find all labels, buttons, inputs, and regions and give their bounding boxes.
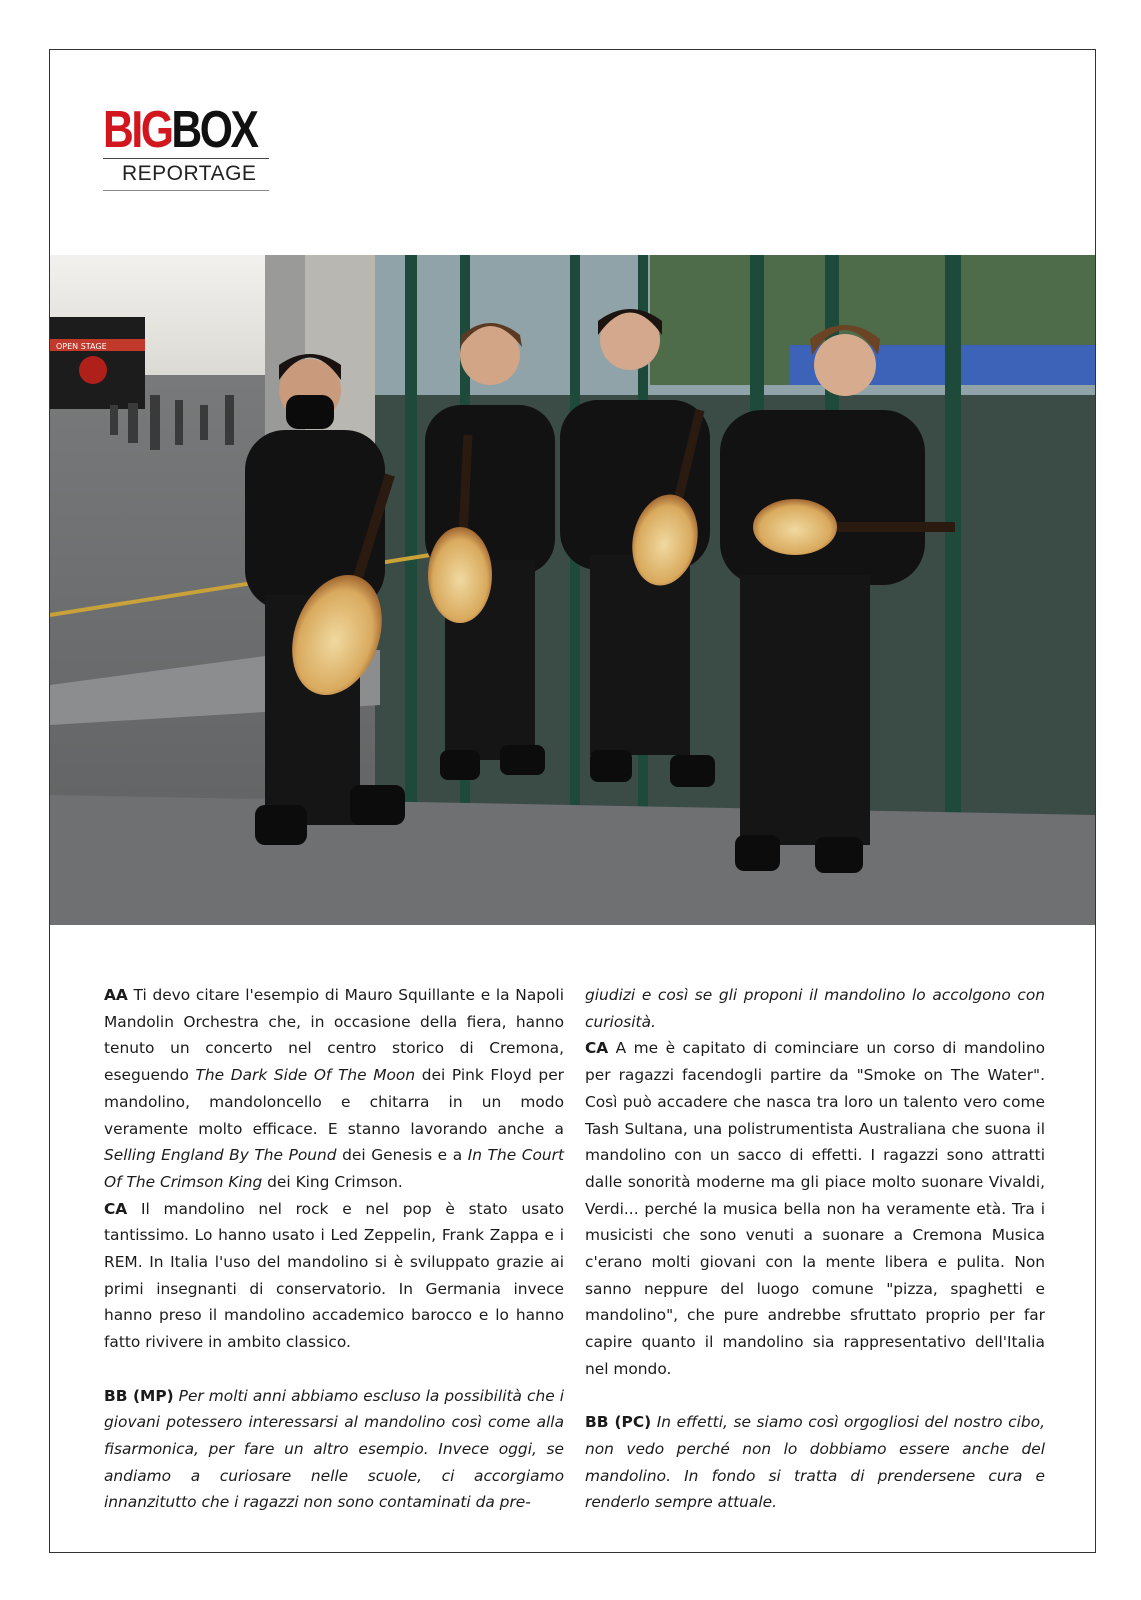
paragraph-text: dei Pink Floyd per mandolino, mandoloncello e chitarra in un modo veramente molto efficace. E stanno lavorando anche a	[104, 1066, 564, 1138]
paragraph-text: A me è capitato di cominciare un corso di mandolino per ragazzi facendogli partire da "Smoke on The Water". Così può accadere che nasca tra loro un talento vero come Tash Sultana, una polistrumentista Australiana che suona il mandolino con un sacco di effetti. I ragazzi sono attratti dalle sonorità moderne ma gli piace molto suonare Vivaldi, Verdi... perché la musica bella non ha veramente età. Tra i musicisti che sono venuti a suonare a Cremona Musica c'erano molti giovani con la mente libera e pulita. Non sanno neppure del luogo comune "pizza, spaghetti e mandolino", che pure andrebbe sfruttato proprio per far capire quanto il mandolino sia rappresentativo dell'Italia nel mondo.	[585, 1039, 1045, 1378]
brand-box: BOX	[171, 101, 257, 159]
paragraph-bb-mp	[104, 1383, 564, 1517]
band-photo-illustration	[50, 255, 1095, 925]
speaker-label: AA	[104, 986, 128, 1004]
speaker-label: CA	[585, 1039, 609, 1058]
album-title: Selling England By The Pound	[104, 1146, 337, 1165]
stage-banner: OPEN STAGE	[56, 342, 107, 351]
album-title: In The Court Of The Crimson King	[104, 1146, 564, 1191]
paragraph-bb-pc	[585, 1409, 1045, 1516]
paragraph-continuation	[585, 982, 1045, 1035]
paragraph-text: Ti devo citare l'esempio di Mauro Squillante e la Napoli Mandolin Orchestra che, in occasione della fiera, hanno tenuto un concerto nel centro storico di Cremona, eseguendo	[104, 986, 564, 1085]
paragraph-text: Per molti anni abbiamo escluso la possibilità che i giovani potessero interessarsi al mandolino così come alla fisarmonica, per fare un altro esempio. Invece oggi, se andiamo a curiosare nelle scuole, ci accorgiamo innanzitutto che i ragazzi non sono contaminati da pre-	[104, 1386, 564, 1512]
speaker-label: BB (PC)	[585, 1413, 652, 1432]
paragraph-text: Il mandolino nel rock e nel pop è stato usato tantissimo. Lo hanno usato i Led Zeppelin, Frank Zappa e i REM. In Italia l'uso del mandolino si è sviluppato grazie ai primi insegnanti di conservatorio. In Germania invece hanno preso il mandolino accademico barocco e lo hanno fatto rivivere in ambito classico.	[104, 1199, 564, 1352]
paragraph-text: giudizi e così se gli proponi il mandolino lo accolgono con curiosità.	[585, 986, 1045, 1031]
brand-logo	[103, 101, 271, 191]
section-label: REPORTAGE	[122, 162, 257, 185]
paragraph-ca	[585, 1035, 1045, 1382]
paragraph-text: dei King Crimson.	[262, 1172, 403, 1191]
article-column-left	[104, 982, 564, 1516]
band-photo	[50, 255, 1095, 925]
speaker-label: BB (MP)	[104, 1386, 174, 1405]
paragraph-aa	[104, 982, 564, 1196]
paragraph-ca	[104, 1196, 564, 1356]
article-column-right	[585, 982, 1045, 1516]
album-title: The Dark Side Of The Moon	[195, 1066, 416, 1085]
paragraph-text: In effetti, se siamo così orgogliosi del nostro cibo, non vedo perché non lo dobbiamo essere anche del mandolino. In fondo si tratta di prendersene cura e renderlo sempre attuale.	[585, 1413, 1045, 1512]
brand-wordmark	[103, 101, 257, 159]
speaker-label: CA	[104, 1199, 128, 1218]
brand-big: BIG	[103, 101, 172, 159]
paragraph-text: dei Genesis e a	[336, 1146, 468, 1165]
logo-underline	[103, 190, 269, 191]
